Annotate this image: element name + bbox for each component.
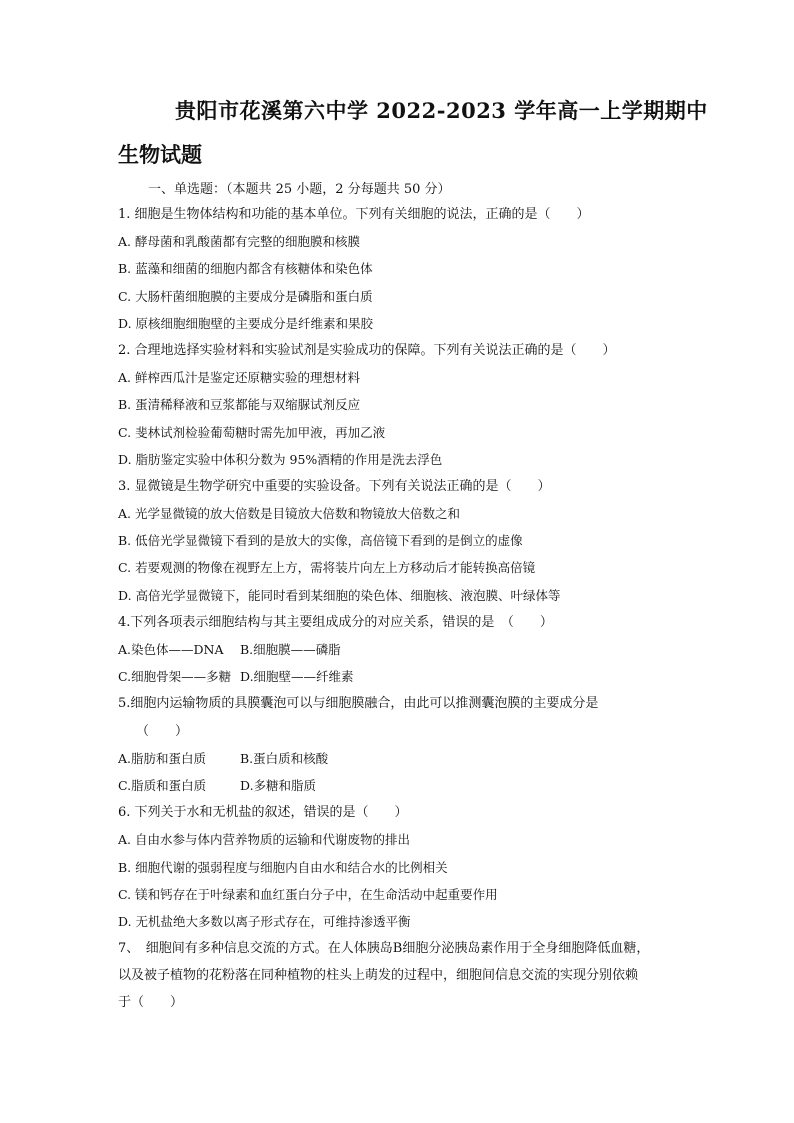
question-4-option-c: C.细胞骨架——多糖 [118,669,232,685]
question-5-options-cd [118,772,688,799]
question-6-stem: 6. 下列关于水和无机盐的叙述，错误的是（ ） [118,805,408,821]
question-1-option-a: A. 酵母菌和乳酸菌都有完整的细胞膜和核膜 [118,234,360,250]
question-4-option-b: B.细胞膜——磷脂 [240,642,341,657]
question-4-options-cd [118,663,688,690]
question-2-stem: 2. 合理地选择实验材料和实验试剂是实验成功的保障。下列有关说法正确的是（ ） [118,342,616,358]
question-5-option-b: B.蛋白质和核酸 [240,750,329,766]
question-list [118,201,688,1017]
question-3-option-a: A. 光学显微镜的放大倍数是目镜放大倍数和物镜放大倍数之和 [118,506,460,522]
question-1-option-b: B. 蓝藻和细菌的细胞内都含有核糖体和染色体 [118,261,373,277]
question-2-option-d: D. 脂肪鉴定实验中体积分数为 95%酒精的作用是洗去浮色 [118,451,443,467]
question-6-option-c: C. 镁和钙存在于叶绿素和血红蛋白分子中，在生命活动中起重要作用 [118,886,498,902]
question-2-option-a: A. 鲜榨西瓜汁是鉴定还原糖实验的理想材料 [118,370,360,386]
question-3-option-d: D. 高倍光学显微镜下，能同时看到某细胞的染色体、细胞核、液泡膜、叶绿体等 [118,587,561,603]
question-6-option-a: A. 自由水参与体内营养物质的运输和代谢废物的排出 [118,832,410,848]
question-5-answer-paren: （ ） [136,723,189,739]
question-4-options-ab [118,636,688,663]
question-5-option-d: D.多糖和脂质 [240,777,317,793]
question-3-stem: 3. 显微镜是生物学研究中重要的实验设备。下列有关说法正确的是（ ） [118,478,551,494]
question-3-option-b: B. 低倍光学显微镜下看到的是放大的实像，高倍镜下看到的是倒立的虚像 [118,533,523,549]
question-2-option-b: B. 蛋清稀释液和豆浆都能与双缩脲试剂反应 [118,397,361,413]
question-5-option-a: A.脂肪和蛋白质 [118,750,207,766]
question-3-option-c: C. 若要观测的物像在视野左上方，需将装片向左上方移动后才能转换高倍镜 [118,560,536,576]
question-4-option-a: A.染色体——DNA [118,642,224,657]
question-4-option-d: D.细胞壁——纤维素 [240,669,354,685]
question-6-option-d: D. 无机盐绝大多数以离子形式存在，可维持渗透平衡 [118,913,411,929]
question-6-option-b: B. 细胞代谢的强弱程度与细胞内自由水和结合水的比例相关 [118,859,448,875]
question-1-option-d: D. 原核细胞细胞壁的主要成分是纤维素和果胶 [118,315,374,331]
question-5-stem: 5.细胞内运输物质的具膜囊泡可以与细胞膜融合，由此可以推测囊泡膜的主要成分是 [118,696,599,712]
question-7-line-1: 7、 细胞间有多种信息交流的方式。在人体胰岛B细胞分泌胰岛素作用于全身细胞降低血糖， [118,941,650,957]
question-1-option-c: C. 大肠杆菌细胞膜的主要成分是磷脂和蛋白质 [118,288,373,304]
section-heading: 一、单选题：（本题共 25 小题，2 分每题共 50 分） [148,182,451,197]
question-7-line-3: 于（ ） [118,995,184,1011]
page-title: 贵阳市花溪第六中学 2022-2023 学年高一上学期期中 [175,98,708,123]
question-7-line-2: 以及被子植物的花粉落在同种植物的柱头上萌发的过程中，细胞间信息交流的实现分别依赖 [118,968,639,984]
question-2-option-c: C. 斐林试剂检验葡萄糖时需先加甲液，再加乙液 [118,424,386,440]
question-5-options-ab [118,745,688,772]
question-4-stem: 4.下列各项表示细胞结构与其主要组成成分的对应关系，错误的是 （ ） [118,614,553,630]
page-subtitle: 生物试题 [118,142,202,167]
question-5-option-c: C.脂质和蛋白质 [118,777,207,793]
question-1-stem: 1. 细胞是生物体结构和功能的基本单位。下列有关细胞的说法，正确的是（ ） [118,207,590,222]
